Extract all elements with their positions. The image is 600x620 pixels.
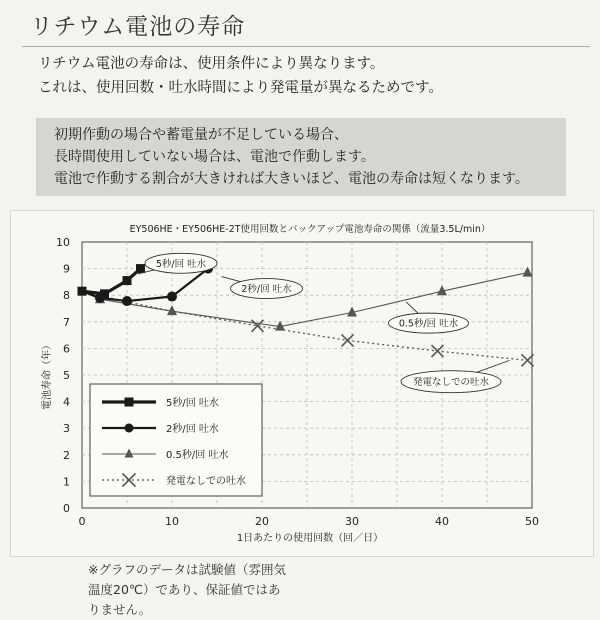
notice-line: 初期作動の場合や蓄電量が不足している場合、 bbox=[54, 127, 348, 143]
intro-line: リチウム電池の寿命は、使用条件により異なります。 bbox=[38, 56, 385, 72]
x-tick-label: 0 bbox=[78, 515, 86, 528]
notice-line: 長時間使用していない場合は、電池で作動します。 bbox=[54, 149, 375, 165]
intro-line: これは、使用回数・吐水時間により発電量が異なるためです。 bbox=[38, 80, 443, 96]
legend-label: 発電なしでの吐水 bbox=[166, 476, 246, 487]
y-tick-label: 1 bbox=[63, 475, 70, 489]
callout-label: 5秒/回 吐水 bbox=[155, 258, 207, 270]
x-tick-label: 20 bbox=[255, 515, 269, 528]
square-marker bbox=[125, 398, 134, 407]
legend-label: 0.5秒/回 吐水 bbox=[166, 450, 229, 461]
circle-marker bbox=[125, 424, 134, 433]
legend-label: 2秒/回 吐水 bbox=[166, 424, 219, 435]
y-tick-label: 3 bbox=[63, 422, 70, 436]
y-tick-label: 5 bbox=[63, 369, 70, 382]
y-tick-label: 8 bbox=[63, 289, 70, 303]
footnote bbox=[88, 560, 286, 620]
callout-label: 発電なしでの吐水 bbox=[412, 377, 490, 389]
x-tick-label: 30 bbox=[345, 515, 359, 528]
y-tick-label: 6 bbox=[63, 342, 70, 356]
chart-title: EY506HE・EY506HE-2T使用回数とバックアップ電池寿命の関係（流量3.5L/min） bbox=[129, 224, 491, 235]
y-tick-label: 7 bbox=[63, 315, 70, 329]
footnote-line: りません。 bbox=[88, 602, 152, 617]
notice-line: 電池で作動する割合が大きければ大きいほど、電池の寿命は短くなります。 bbox=[54, 171, 529, 187]
x-axis-label: 1日あたりの使用回数（回／日） bbox=[236, 533, 384, 544]
callout-label: 0.5秒/回 吐水 bbox=[398, 318, 459, 330]
footnote-line: ※グラフのデータは試験値（雰囲気 bbox=[88, 562, 286, 577]
y-axis-label: 電池寿命（年） bbox=[42, 340, 53, 410]
y-tick-label: 4 bbox=[63, 395, 70, 409]
square-marker bbox=[100, 289, 109, 298]
y-tick-label: 2 bbox=[63, 448, 70, 462]
callout-label: 2秒/回 吐水 bbox=[241, 284, 292, 296]
square-marker bbox=[136, 264, 145, 273]
y-tick-label: 9 bbox=[63, 262, 70, 276]
x-tick-label: 10 bbox=[165, 515, 179, 528]
legend-label: 5秒/回 吐水 bbox=[166, 398, 219, 409]
square-marker bbox=[78, 287, 87, 296]
footnote-line: 温度20℃）であり、保証値ではあ bbox=[88, 582, 281, 597]
y-tick-label: 10 bbox=[56, 236, 70, 249]
x-tick-label: 40 bbox=[435, 515, 449, 528]
page-title: リチウム電池の寿命 bbox=[30, 14, 246, 40]
x-tick-label: 50 bbox=[525, 515, 539, 528]
circle-marker bbox=[122, 296, 132, 306]
square-marker bbox=[123, 276, 132, 285]
y-tick-label: 0 bbox=[63, 502, 70, 515]
circle-marker bbox=[167, 292, 177, 302]
